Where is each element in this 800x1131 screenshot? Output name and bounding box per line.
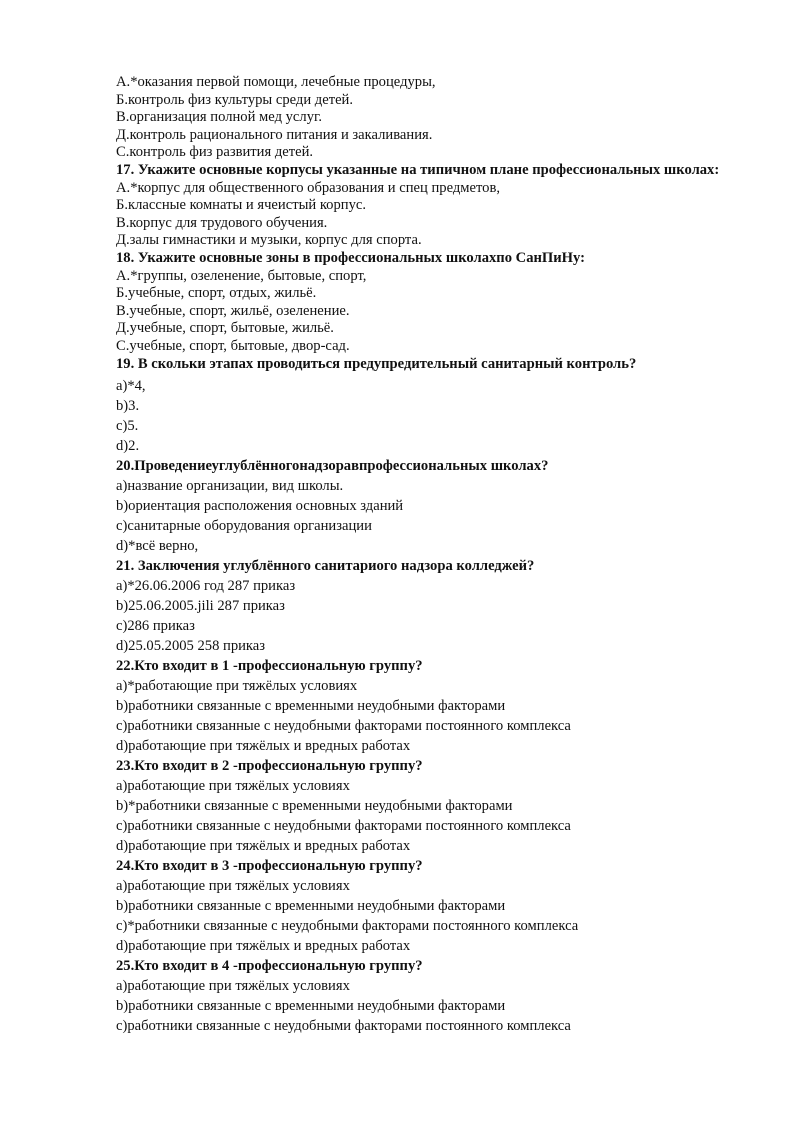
q23-option-b: b)*работники связанные с временными неудобными факторами: [116, 798, 513, 815]
q24-option-a: a)работающие при тяжёлых условиях: [116, 878, 350, 895]
q23-option-c: c)работники связанные с неудобными факторами постоянного комплекса: [116, 818, 571, 835]
q19-title: 19. В скольки этапах проводиться предупредительный санитарный контроль?: [116, 355, 637, 372]
q21-title: 21. Заключения углублённого санитариого надзора колледжей?: [116, 558, 535, 575]
q20-option-b: b)ориентация расположения основных зданий: [116, 498, 404, 515]
q21-option-d: d)25.05.2005 258 приказ: [116, 638, 266, 655]
q16-option-b: Б.контроль физ культуры среди детей.: [116, 91, 354, 108]
q25-option-c: c)работники связанные с неудобными факторами постоянного комплекса: [116, 1018, 571, 1035]
q24-title: 24.Кто входит в 3 -профессиональную группу?: [116, 858, 423, 875]
q20-option-a: a)название организации, вид школы.: [116, 478, 344, 495]
q17-option-d: Д.залы гимнастики и музыки, корпус для спорта.: [116, 232, 422, 249]
q22-option-d: d)работающие при тяжёлых и вредных работах: [116, 738, 411, 755]
q18-option-b: Б.учебные, спорт, отдых, жильё.: [116, 285, 317, 302]
q23-title: 23.Кто входит в 2 -профессиональную группу?: [116, 758, 423, 775]
q22-option-a: a)*работающие при тяжёлых условиях: [116, 678, 358, 695]
q18-option-d: Д.учебные, спорт, бытовые, жильё.: [116, 320, 334, 337]
q17-option-v: В.корпус для трудового обучения.: [116, 214, 328, 231]
q18-option-v: В.учебные, спорт, жильё, озеленение.: [116, 302, 350, 319]
q16-option-s: С.контроль физ развития детей.: [116, 144, 314, 161]
q16-option-d: Д.контроль рационального питания и закаливания.: [116, 126, 433, 143]
q25-option-b: b)работники связанные с временными неудобными факторами: [116, 998, 506, 1015]
q24-option-c: c)*работники связанные с неудобными факторами постоянного комплекса: [116, 918, 579, 935]
q20-option-c: c)санитарные оборудования организации: [116, 518, 372, 535]
q24-option-d: d)работающие при тяжёлых и вредных работах: [116, 938, 411, 955]
q23-option-d: d)работающие при тяжёлых и вредных работах: [116, 838, 411, 855]
q22-option-c: c)работники связанные с неудобными факторами постоянного комплекса: [116, 718, 571, 735]
q22-title: 22.Кто входит в 1 -профессиональную группу?: [116, 658, 423, 675]
q19-option-b: b)3.: [116, 398, 140, 415]
q22-option-b: b)работники связанные с временными неудобными факторами: [116, 698, 506, 715]
q18-option-a: А.*группы, озеленение, бытовые, спорт,: [116, 267, 367, 284]
q19-option-a: a)*4,: [116, 378, 146, 395]
q18-option-s: С.учебные, спорт, бытовые, двор-сад.: [116, 337, 350, 354]
q25-option-a: a)работающие при тяжёлых условиях: [116, 978, 350, 995]
q20-option-d: d)*всё верно,: [116, 538, 199, 555]
q21-option-b: b)25.06.2005.jili 287 приказ: [116, 598, 285, 615]
q23-option-a: a)работающие при тяжёлых условиях: [116, 778, 350, 795]
q19-option-c: c)5.: [116, 418, 139, 435]
q25-title: 25.Кто входит в 4 -профессиональную группу?: [116, 958, 423, 975]
q18-title: 18. Укажите основные зоны в профессиональных школахпо СанПиНу:: [116, 249, 585, 266]
q19-option-d: d)2.: [116, 438, 140, 455]
q16-option-a: А.*оказания первой помощи, лечебные процедуры,: [116, 74, 436, 90]
questions-block-16-19: [86, 74, 742, 373]
q17-title: 17. Укажите основные корпусы указанные на типичном плане профессиональных школах:: [116, 161, 720, 178]
q17-option-a: А.*корпус для общественного образования и спец предметов,: [116, 179, 501, 196]
q17-option-b: Б.классные комнаты и ячеистый корпус.: [116, 197, 367, 214]
q21-option-c: c)286 приказ: [116, 618, 195, 635]
q20-title: 20.Проведениеуглублённогонадзоравпрофессиональных школах?: [116, 458, 549, 475]
questions-block-19-25: [86, 376, 742, 1036]
q24-option-b: b)работники связанные с временными неудобными факторами: [116, 898, 506, 915]
q16-option-v: В.организация полной мед услуг.: [116, 109, 322, 126]
q21-option-a: a)*26.06.2006 год 287 приказ: [116, 578, 296, 595]
